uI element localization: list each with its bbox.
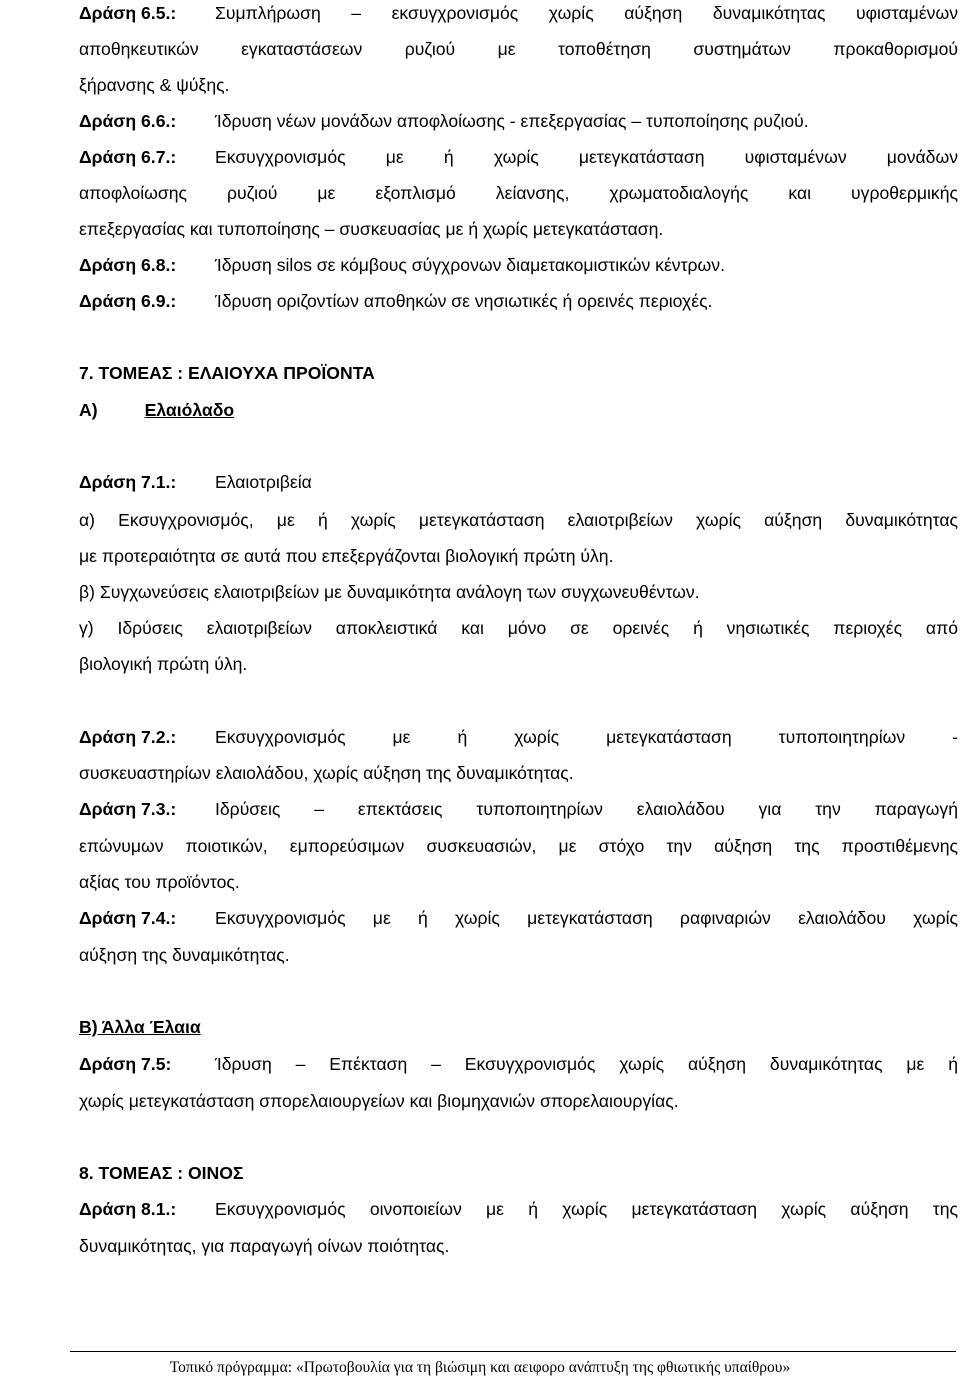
- action-label: Δράση 7.1.:: [79, 472, 177, 492]
- action-text: Ίδρυση silos σε κόμβους σύγχρονων διαμετακομιστικών κέντρων.: [215, 255, 725, 275]
- list-item-c-cont: βιολογική πρώτη ύλη.: [79, 654, 248, 674]
- action-label: Δράση 6.5.:: [79, 3, 177, 23]
- action-6-6: [79, 111, 959, 131]
- action-text: χωρίς μετεγκατάσταση σπορελαιουργείων και βιομηχανιών σπορελαιουργίας.: [79, 1091, 679, 1111]
- action-text: αύξηση της δυναμικότητας.: [79, 945, 290, 965]
- list-item-c: γ) Ιδρύσεις ελαιοτριβείων αποκλειστικά και μόνο σε ορεινές ή νησιωτικές περιοχές από: [79, 618, 958, 638]
- action-label: Δράση 7.3.:: [79, 799, 177, 819]
- action-text: Ελαιοτριβεία: [215, 472, 312, 492]
- action-7-1: [79, 472, 959, 492]
- action-text: Συμπλήρωση – εκσυγχρονισμός χωρίς αύξηση δυναμικότητας υφισταμένων: [215, 3, 958, 23]
- action-text: Εκσυγχρονισμός με ή χωρίς μετεγκατάσταση ραφιναριών ελαιολάδου χωρίς: [215, 908, 958, 928]
- page-footer: Τοπικό πρόγραμμα: «Πρωτοβουλία για τη βιώσιμη και αειφορο ανάπτυξη της φθιωτικής υπαίθρου»: [169, 1359, 791, 1376]
- action-label: Δράση 6.6.:: [79, 111, 177, 131]
- action-6-7: [79, 147, 959, 167]
- action-text: Εκσυγχρονισμός με ή χωρίς μετεγκατάσταση τυποποιητηρίων -: [215, 727, 958, 747]
- action-text: αξίας του προϊόντος.: [79, 872, 240, 892]
- sector-heading: 7. ΤΟΜΕΑΣ : ΕΛΑΙΟΥΧΑ ΠΡΟΪΟΝΤΑ: [79, 363, 375, 383]
- list-item-a: α) Εκσυγχρονισμός, με ή χωρίς μετεγκατάσταση ελαιοτριβείων χωρίς αύξηση δυναμικότητας: [79, 510, 958, 530]
- action-text: αποθηκευτικών εγκαταστάσεων ρυζιού με τοποθέτηση συστημάτων προκαθορισμού: [79, 39, 958, 59]
- list-item-a-cont: με προτεραιότητα σε αυτά που επεξεργάζονται βιολογική πρώτη ύλη.: [79, 546, 614, 566]
- action-text: δυναμικότητας, για παραγωγή οίνων ποιότητας.: [79, 1236, 450, 1256]
- action-text: αποφλοίωσης ρυζιού με εξοπλισμό λείανσης, χρωματοδιαλογής και υγροθερμικής: [79, 183, 958, 203]
- subsection-heading-a: [79, 400, 234, 420]
- action-text: Ίδρυση – Επέκταση – Εκσυγχρονισμός χωρίς αύξηση δυναμικότητας με ή: [215, 1054, 958, 1074]
- action-label: Δράση 6.7.:: [79, 147, 177, 167]
- action-label: Δράση 7.2.:: [79, 727, 177, 747]
- action-text: Ιδρύσεις – επεκτάσεις τυποποιητηρίων ελαιολάδου για την παραγωγή: [215, 799, 958, 819]
- action-text: Ίδρυση οριζοντίων αποθηκών σε νησιωτικές ή ορεινές περιοχές.: [215, 291, 713, 311]
- action-6-9: [79, 291, 959, 311]
- action-8-1: [79, 1199, 959, 1219]
- list-item-b: β) Συγχωνεύσεις ελαιοτριβείων με δυναμικότητα ανάλογη των συγχωνευθέντων.: [79, 582, 700, 602]
- action-text: επώνυμων ποιοτικών, εμπορεύσιμων συσκευασιών, με στόχο την αύξηση της προστιθέμενης: [79, 836, 958, 856]
- footer-divider: [70, 1351, 956, 1352]
- action-7-2: [79, 727, 959, 747]
- action-7-3: [79, 799, 959, 819]
- action-text: Εκσυγχρονισμός οινοποιείων με ή χωρίς μετεγκατάσταση χωρίς αύξηση της: [215, 1199, 958, 1219]
- action-6-5: [79, 3, 959, 23]
- action-label: Δράση 8.1.:: [79, 1199, 177, 1219]
- action-7-5: [79, 1054, 959, 1074]
- action-text: Εκσυγχρονισμός με ή χωρίς μετεγκατάσταση υφισταμένων μονάδων: [215, 147, 958, 167]
- sector-heading: 8. ΤΟΜΕΑΣ : ΟΙΝΟΣ: [79, 1163, 244, 1183]
- action-text: ξήρανσης & ψύξης.: [79, 75, 230, 95]
- subsection-heading-b: Β) Άλλα Έλαια: [79, 1017, 201, 1037]
- subsection-title: Ελαιόλαδο: [144, 400, 235, 420]
- subsection-letter: Α): [79, 400, 98, 420]
- action-label: Δράση 7.4.:: [79, 908, 177, 928]
- action-label: Δράση 6.8.:: [79, 255, 177, 275]
- action-label: Δράση 6.9.:: [79, 291, 177, 311]
- action-6-8: [79, 255, 959, 275]
- action-label: Δράση 7.5:: [79, 1054, 172, 1074]
- action-text: Ίδρυση νέων μονάδων αποφλοίωσης - επεξεργασίας – τυποποίησης ρυζιού.: [215, 111, 809, 131]
- action-text: συσκευαστηρίων ελαιολάδου, χωρίς αύξηση της δυναμικότητας.: [79, 763, 574, 783]
- action-text: επεξεργασίας και τυποποίησης – συσκευασίας με ή χωρίς μετεγκατάσταση.: [79, 219, 664, 239]
- action-7-4: [79, 908, 959, 928]
